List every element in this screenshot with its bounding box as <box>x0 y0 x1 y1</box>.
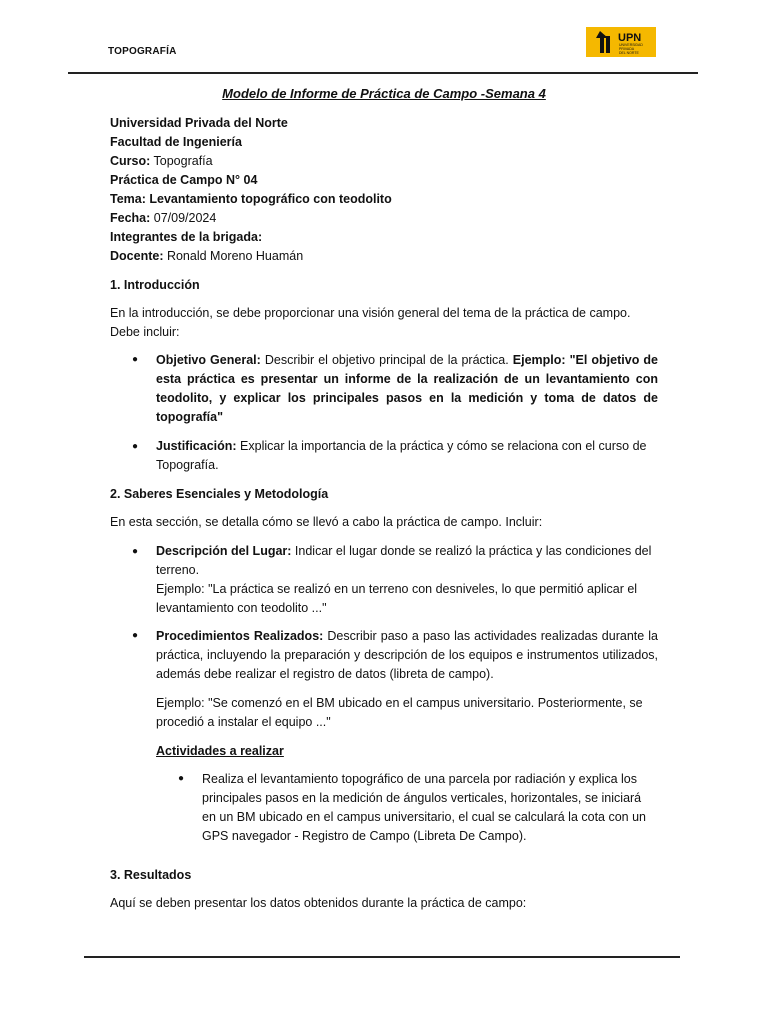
place-description-bullet <box>156 542 658 580</box>
section-1-title: 1. Introducción <box>110 278 200 292</box>
logo-text: UPN <box>618 32 642 44</box>
activity-item: Realiza el levantamiento topográfico de una parcela por radiación y explica los principales pasos en la medición de ángulos verticales, horizontales, se iniciará en un BM ubicado en el campus universitario, el cual se calculará la cota con un GPS navegador - Registro de Campo (Libreta De Campo). <box>202 772 647 843</box>
justification-label: Justificación: <box>156 439 237 453</box>
teacher-label: Docente: <box>110 249 164 263</box>
objective-bullet <box>156 351 658 427</box>
date-label: Fecha: <box>110 211 151 225</box>
upn-logo-icon <box>586 27 656 57</box>
upn-logo <box>586 27 656 57</box>
section-1-intro: En la introducción, se debe proporcionar una visión general del tema de la práctica de campo. Debe incluir: <box>110 306 631 339</box>
footer-divider <box>84 956 680 958</box>
members-label: Integrantes de la brigada: <box>110 230 263 244</box>
place-example: Ejemplo: "La práctica se realizó en un terreno con desniveles, lo que permitió aplicar el levantamiento con teodolito ..." <box>156 582 638 615</box>
teacher-value: Ronald Moreno Huamán <box>163 249 304 263</box>
logo-subtext-3: DEL NORTE <box>619 51 639 55</box>
practice-number: Práctica de Campo N° 04 <box>110 173 258 187</box>
objective-example: Ejemplo: "El objetivo de esta práctica es presentar un informe de la realización de un levantamiento con teodolito, y explicar los principales pasos en la medición y toma de datos de topografía" <box>156 353 658 424</box>
course-line <box>110 152 213 171</box>
objective-label: Objetivo General: <box>156 353 261 367</box>
procedures-bullet <box>156 627 658 684</box>
course-label: Curso: <box>110 154 151 168</box>
bullet-icon: ● <box>132 354 139 365</box>
bullet-icon: ● <box>132 630 139 641</box>
logo-subtext-1: UNIVERSIDAD <box>619 43 643 47</box>
activities-title: Actividades a realizar <box>156 744 284 758</box>
logo-subtext-2: PRIVADA <box>619 47 635 51</box>
bullet-icon: ● <box>132 441 139 452</box>
place-text: Indicar el lugar donde se realizó la práctica y las condiciones del terreno. <box>156 544 652 577</box>
procedures-label: Procedimientos Realizados: <box>156 629 324 643</box>
bullet-icon: ● <box>178 773 185 784</box>
header-divider <box>68 72 698 74</box>
date-line <box>110 209 216 228</box>
document-title: Modelo de Informe de Práctica de Campo -Semana 4 <box>222 86 546 101</box>
header-title: TOPOGRAFÍA <box>108 46 177 57</box>
place-label: Descripción del Lugar: <box>156 544 292 558</box>
procedures-text: Describir paso a paso las actividades realizadas durante la práctica, incluyendo la preparación y descripción de los equipos e instrumentos utilizados, además debe realizar el registro de datos (libreta de campo). <box>156 629 658 681</box>
objective-text: Describir el objetivo principal de la práctica. <box>260 353 509 367</box>
teacher-line <box>110 247 303 266</box>
faculty-name: Facultad de Ingeniería <box>110 135 242 149</box>
justification-text: Explicar la importancia de la práctica y cómo se relaciona con el curso de Topografía. <box>156 439 647 472</box>
section-2-intro: En esta sección, se detalla cómo se llevó a cabo la práctica de campo. Incluir: <box>110 515 543 529</box>
topic-line: Tema: Levantamiento topográfico con teodolito <box>110 192 392 206</box>
procedures-example: Ejemplo: "Se comenzó en el BM ubicado en el campus universitario. Posteriormente, se procedió a instalar el equipo ..." <box>156 696 643 729</box>
university-name: Universidad Privada del Norte <box>110 116 288 130</box>
section-2-title: 2. Saberes Esenciales y Metodología <box>110 487 329 501</box>
course-value: Topografía <box>150 154 213 168</box>
section-3-title: 3. Resultados <box>110 868 192 882</box>
section-3-intro: Aquí se deben presentar los datos obtenidos durante la práctica de campo: <box>110 896 527 910</box>
justification-bullet <box>156 437 658 475</box>
date-value: 07/09/2024 <box>150 211 217 225</box>
bullet-icon: ● <box>132 546 139 557</box>
